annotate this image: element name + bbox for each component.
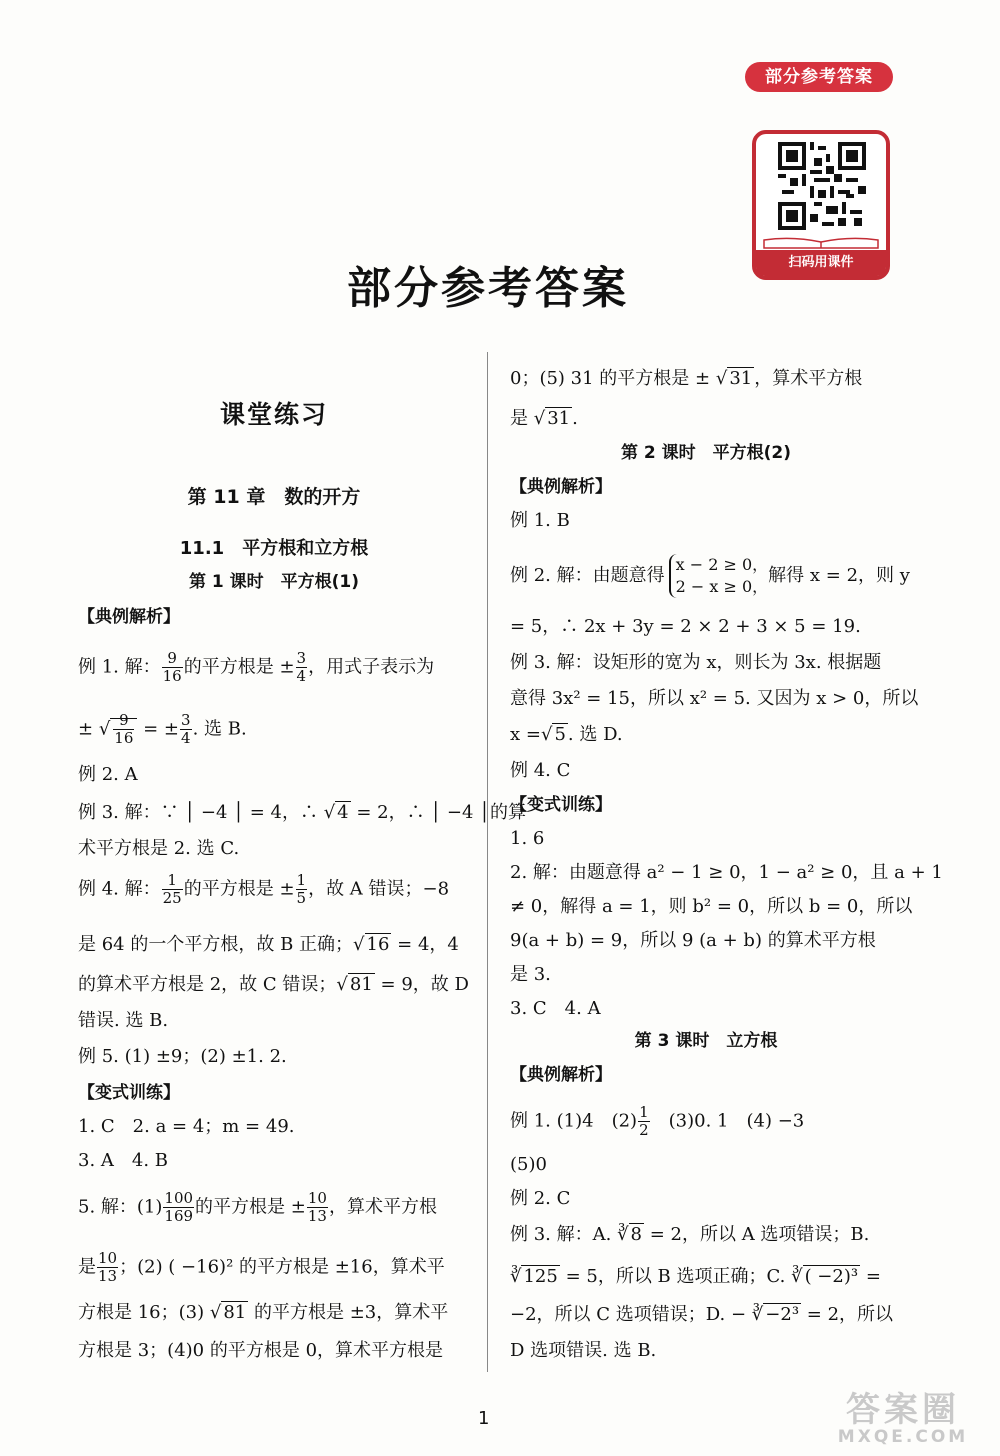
watermark-logo: 答案圈 MXQE.COM [837,1390,969,1447]
column-divider [487,352,488,1372]
chapter-heading: 第 11 章 数的开方 [187,486,361,508]
text-line: 例 3. 解：A. ∛ 8 = 2，所以 A 选项错误；B. [510,1224,870,1245]
text-line: 是 $\frac{10}{13}$ ；(2) ( −16)² 的平方根是 ±16，算术平 [78,1249,445,1285]
text-line: 方根是 16；(3) √ 81 的平方根是 ±3，算术平 [78,1302,449,1323]
tag-examples: 【典例解析】 [510,477,612,497]
text-line: = 5，∴ 2x + 3y = 2 × 2 + 3 × 5 = 19. [510,616,861,637]
page-title: 部分参考答案 [347,263,629,314]
text-line: −2，所以 C 选项错误；D. − ∛ −2³ = 2，所以 [510,1304,894,1325]
lesson-heading: 第 3 课时 立方根 [634,1031,778,1051]
page-number: 1 [478,1408,490,1429]
text-line: (5)0 [510,1154,547,1175]
text-line: D 选项错误. 选 B. [510,1340,657,1361]
text-line: 9(a + b) = 9，所以 9 (a + b) 的算术平方根 [510,930,876,951]
tag-variant: 【变式训练】 [78,1083,180,1103]
tag-examples: 【典例解析】 [78,607,180,627]
text-line: 例 2. 解：由题意得 x − 2 ≥ 0， 2 − x ≥ 0， 解得 x = 2，则 y [510,555,910,596]
text-line: 错误. 选 B. [78,1010,169,1031]
text-line: 3. C 4. A [510,998,601,1019]
lesson-heading: 第 1 课时 平方根(1) [188,572,360,592]
text-line: 1. C 2. a = 4；m = 49. [78,1116,295,1137]
text-line: 是 √ 31 . [510,408,578,429]
text-line: 例 1. 解： $\frac{9}{16}$ 的平方根是 ± $\frac{3}{4}$ ，用式子表示为 [78,649,435,685]
subsection-heading: 11.1 平方根和立方根 [179,538,369,559]
text-line: 意得 3x² = 15，所以 x² = 5. 又因为 x > 0，所以 [510,688,919,709]
text-line: 3. A 4. B [78,1150,169,1171]
book-icon [762,236,880,250]
tag-examples: 【典例解析】 [510,1065,612,1085]
tag-variant: 【变式训练】 [510,795,612,815]
text-line: 的算术平方根是 2，故 C 错误；√ 81 = 9，故 D [78,974,469,995]
text-line: ∛ 125 = 5，所以 B 选项正确；C. ∛ ( −2)³ = [510,1266,881,1287]
text-line: 是 3. [510,964,551,985]
text-line: 5. 解：(1) $\frac{100}{169}$ 的平方根是 ± $\frac{10}{13}$ ，算术平方根 [78,1189,437,1225]
answer-badge: 部分参考答案 [745,62,893,92]
text-line: ≠ 0，解得 a = 1，则 b² = 0，所以 b = 0，所以 [510,896,913,917]
qr-code-icon [778,142,866,230]
text-line: 例 5. (1) ±9；(2) ±1. 2. [78,1046,287,1067]
text-line: 例 1. (1)4 (2) $\frac{1}{2}$ (3)0. 1 (4) −3 [510,1103,805,1139]
text-line: ± √ $\frac{9}{16}$ = ± $\frac{3}{4}$ . 选 B. [78,711,247,747]
text-line: 方根是 3；(4)0 的平方根是 0，算术平方根是 [78,1340,444,1361]
text-line: 2. 解：由题意得 a² − 1 ≥ 0，1 − a² ≥ 0，且 a + 1 [510,862,943,883]
text-line: 例 3. 解：设矩形的宽为 x，则长为 3x. 根据题 [510,652,882,673]
lesson-heading: 第 2 课时 平方根(2) [620,443,792,463]
text-line: 例 2. C [510,1188,571,1209]
text-line: 是 64 的一个平方根，故 B 正确；√ 16 = 4，4 [78,934,459,955]
text-line: 例 4. 解： $\frac{1}{25}$ 的平方根是 ± $\frac{1}{5}$ ，故 A 错误；−8 [78,871,450,907]
section-heading: 课堂练习 [219,400,328,429]
text-line: 1. 6 [510,828,545,849]
qr-label: 扫码用课件 [756,250,886,276]
text-line: x =√ 5 . 选 D. [510,724,623,745]
text-line: 0；(5) 31 的平方根是 ± √ 31 ，算术平方根 [510,368,863,389]
text-line: 例 1. B [510,510,570,531]
text-line: 例 2. A [78,764,138,785]
text-line: 例 3. 解：∵ │ −4 │ = 4，∴ √ 4 = 2，∴ │ −4 │的算 [78,802,526,823]
text-line: 术平方根是 2. 选 C. [78,838,240,859]
text-line: 例 4. C [510,760,571,781]
